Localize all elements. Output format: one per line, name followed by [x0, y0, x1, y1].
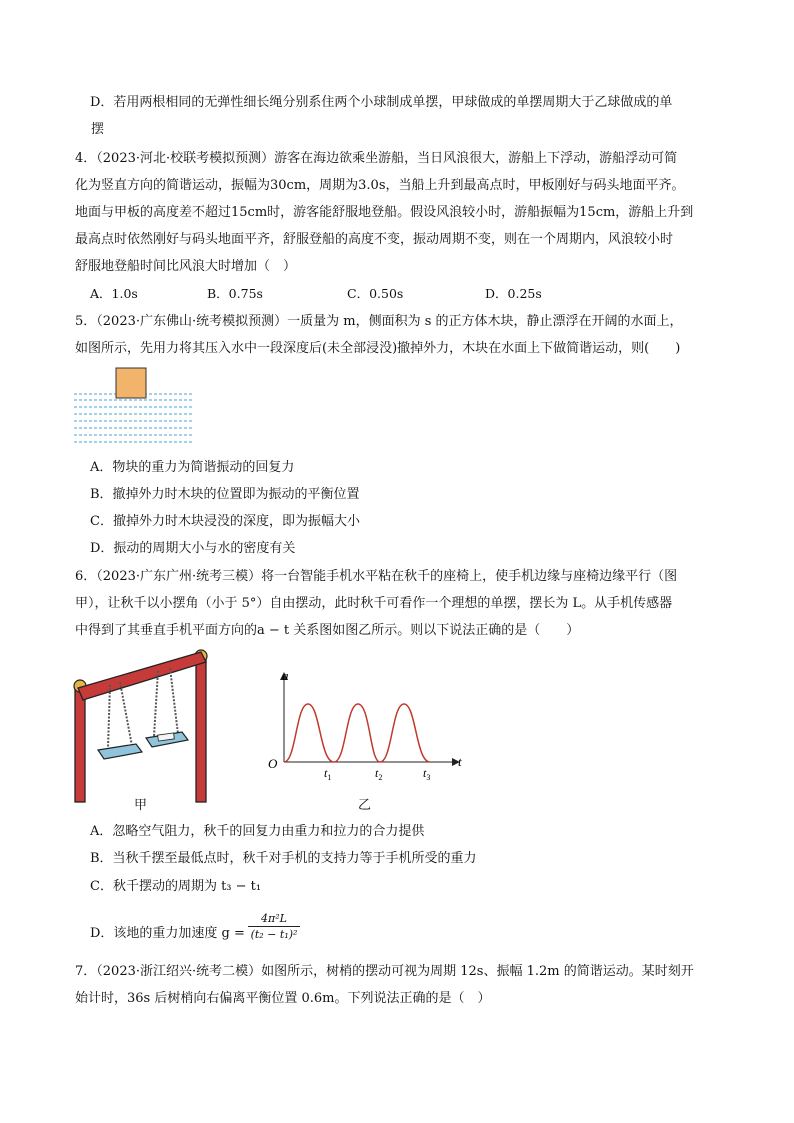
q4-option-a: A．1.0s — [90, 286, 138, 301]
graph-t1-label: $t_1$ — [324, 766, 332, 782]
q4-stem-line5: 舒服地登船时间比风浪大时增加（ ） — [75, 259, 297, 274]
q4-stem-line4: 最高点时依然刚好与码头地面平齐，舒服登船的高度不变，振动周期不变，则在一个周期内，风浪较小时 — [75, 232, 674, 247]
floating-block-figure — [74, 366, 194, 448]
a-t-graph — [262, 668, 472, 786]
graph-x-label: t — [458, 754, 462, 769]
q7-stem-line1: 7．（2023·浙江绍兴·统考二模）如图所示，树梢的摆动可视为周期 12s、振幅 1.2m 的简谐运动。某时刻开 — [75, 964, 694, 979]
q4-option-d: D．0.25s — [485, 286, 542, 301]
q6-option-d-fraction — [248, 912, 300, 943]
q7-stem-line2: 始计时，36s 后树梢向右偏离平衡位置 0.6m。下列说法正确的是（ ） — [75, 991, 491, 1006]
q4-option-b: B．0.75s — [207, 286, 263, 301]
fraction-denominator: (t₂ − t₁)² — [250, 928, 298, 941]
q6-option-c: C．秋千摆动的周期为 t₃ − t₁ — [90, 879, 262, 894]
q5-option-c: C．撤掉外力时木块浸没的深度，即为振幅大小 — [90, 514, 360, 529]
figure-label-yi: 乙 — [358, 798, 372, 813]
wood-block — [116, 368, 146, 398]
fraction-numerator: 4π²L — [248, 912, 300, 927]
figure-label-jia: 甲 — [134, 798, 148, 813]
q5-option-d: D．振动的周期大小与水的密度有关 — [90, 541, 296, 556]
graph-t3-label: $t_3$ — [423, 766, 431, 782]
graph-t2-label: $t_2$ — [375, 766, 383, 782]
q3-option-d-line1: D．若用两根相同的无弹性细长绳分别系住两个小球制成单摆，甲球做成的单摆周期大于乙球做成的单 — [90, 95, 673, 110]
q4-stem-line2: 化为竖直方向的简谐运动，振幅为30cm，周期为3.0s，当船上升到最高点时，甲板刚好与码头地面平齐。 — [75, 178, 685, 193]
q4-stem-line1: 4．（2023·河北·校联考模拟预测）游客在海边欲乘坐游船，当日风浪很大，游船上下浮动，游船浮动可简 — [75, 151, 678, 166]
graph-origin-label: O — [268, 756, 278, 771]
q6-option-d-prefix: D．该地的重力加速度 g = — [90, 926, 245, 941]
q3-option-d-line2: 摆 — [91, 122, 105, 137]
graph-curve — [284, 704, 430, 762]
q4-stem-line3: 地面与甲板的高度差不超过15cm时，游客能舒服地登船。假设风浪较小时，游船振幅为15cm，游船上升到 — [75, 205, 694, 220]
q5-stem-line2: 如图所示，先用力将其压入水中一段深度后(未全部浸没)撤掉外力，木块在水面上下做简谐运动，则( ) — [75, 341, 681, 356]
q5-option-a: A．物块的重力为简谐振动的回复力 — [90, 460, 295, 475]
q6-option-b: B．当秋千摆至最低点时，秋千对手机的支持力等于手机所受的重力 — [90, 851, 477, 866]
q6-stem-line1: 6．（2023·广东广州·统考三模）将一台智能手机水平粘在秋千的座椅上，使手机边缘与座椅边缘平行（图 — [75, 569, 678, 584]
q4-options — [90, 285, 710, 305]
swing-figure — [70, 648, 220, 806]
q5-stem-line1: 5．（2023·广东佛山·统考模拟预测）一质量为 m，侧面积为 s 的正方体木块，静止漂浮在开阔的水面上， — [75, 314, 683, 329]
graph-y-label: a — [282, 668, 289, 683]
q5-option-b: B．撤掉外力时木块的位置即为振动的平衡位置 — [90, 487, 360, 502]
q6-stem-line2: 甲），让秋千以小摆角（小于 5°）自由摆动，此时秋千可看作一个理想的单摆，摆长为 L。从手机传感器 — [75, 596, 673, 611]
q4-option-c: C．0.50s — [347, 286, 404, 301]
q6-stem-line3: 中得到了其垂直手机平面方向的a − t 关系图如图乙所示。则以下说法正确的是（ ） — [75, 623, 580, 638]
q6-option-a: A．忽略空气阻力，秋千的回复力由重力和拉力的合力提供 — [90, 824, 425, 839]
